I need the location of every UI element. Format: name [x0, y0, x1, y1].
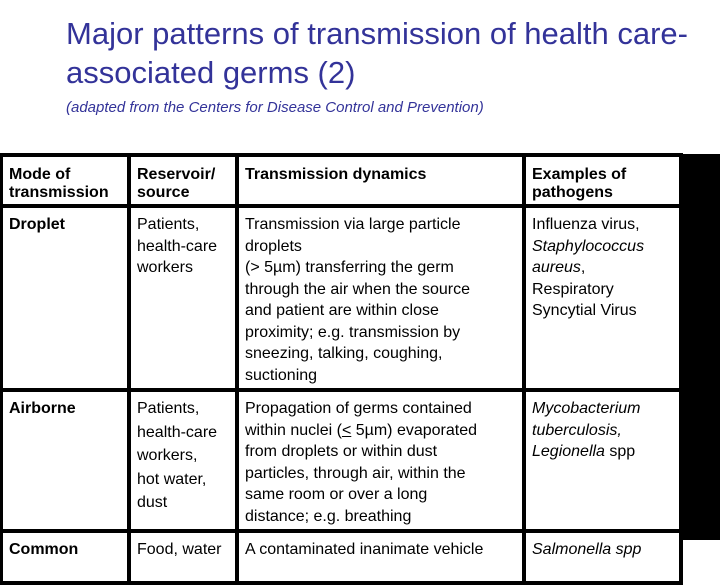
cell-mode: Common — [3, 533, 127, 581]
table-row — [3, 392, 679, 529]
header-reservoir: Reservoir/ source — [131, 157, 235, 204]
cell-reservoir — [131, 392, 235, 529]
cell-line: proximity; e.g. transmission by — [245, 323, 461, 341]
cell-examples — [526, 392, 679, 529]
cell-mode: Airborne — [3, 392, 127, 529]
transmission-table — [0, 153, 683, 585]
cell-line: droplets — [245, 237, 302, 255]
cell-line: distance; e.g. breathing — [245, 507, 412, 525]
less-equal-symbol: < — [341, 421, 352, 439]
cell-line: same room or over a long — [245, 486, 428, 503]
cell-line: health-care — [137, 237, 218, 255]
cell-dynamics — [239, 392, 522, 529]
cell-line: workers, — [137, 447, 198, 464]
header-examples: Examples of pathogens — [526, 157, 679, 204]
cell-line: from droplets or within dust — [245, 443, 438, 460]
pathogen-text: Syncytial Virus — [532, 302, 637, 319]
pathogen-text: aureus — [532, 259, 581, 276]
cell-line: suctioning — [245, 366, 318, 384]
pathogen-text: Influenza virus, — [532, 216, 640, 233]
cell-line: Transmission via large particle — [245, 216, 461, 233]
pathogen-text: , — [580, 259, 586, 276]
pathogen-text: Respiratory — [532, 280, 614, 298]
cell-line: Patients, — [137, 216, 200, 233]
cell-line: Propagation of germs contained — [245, 400, 472, 417]
cell-line: sneezing, talking, coughing, — [245, 345, 443, 362]
cell-mode: Droplet — [3, 208, 127, 388]
cell-examples: Salmonella spp — [526, 533, 679, 581]
cell-line: workers — [137, 259, 194, 276]
pathogen-text: tuberculosis, — [532, 421, 622, 439]
cell-line: Patients, — [137, 400, 200, 417]
cell-line: within nuclei ( — [245, 421, 342, 439]
slide-title: Major patterns of transmission of health care-associated germs (2) — [66, 16, 688, 90]
cell-line: through the air when the source — [245, 280, 471, 298]
header-dynamics: Transmission dynamics — [239, 157, 522, 204]
cell-line: hot water, — [137, 470, 207, 488]
transmission-table-container — [0, 154, 720, 558]
cell-reservoir: Food, water — [131, 533, 235, 581]
cell-line: dust — [137, 494, 168, 511]
cell-line: 5µm) evaporated — [351, 421, 478, 439]
pathogen-text: spp — [604, 443, 636, 460]
pathogen-text: Mycobacterium — [532, 400, 641, 417]
table-row — [3, 208, 679, 388]
cell-dynamics — [239, 208, 522, 388]
pathogen-text: Legionella — [532, 443, 605, 460]
slide-subtitle: (adapted from the Centers for Disease Control and Prevention) — [66, 99, 484, 116]
cell-line: particles, through air, within the — [245, 464, 466, 482]
cell-line: and patient are within close — [245, 302, 439, 319]
table-header-row — [3, 157, 679, 204]
cell-line: health-care — [137, 423, 218, 441]
cell-line: (> 5µm) transferring the germ — [245, 259, 454, 276]
header-mode: Mode of transmission — [3, 157, 127, 204]
pathogen-text: Staphylococcus — [532, 237, 645, 255]
cell-examples — [526, 208, 679, 388]
cell-reservoir — [131, 208, 235, 388]
table-row — [3, 533, 679, 581]
cell-dynamics: A contaminated inanimate vehicle — [239, 533, 522, 581]
